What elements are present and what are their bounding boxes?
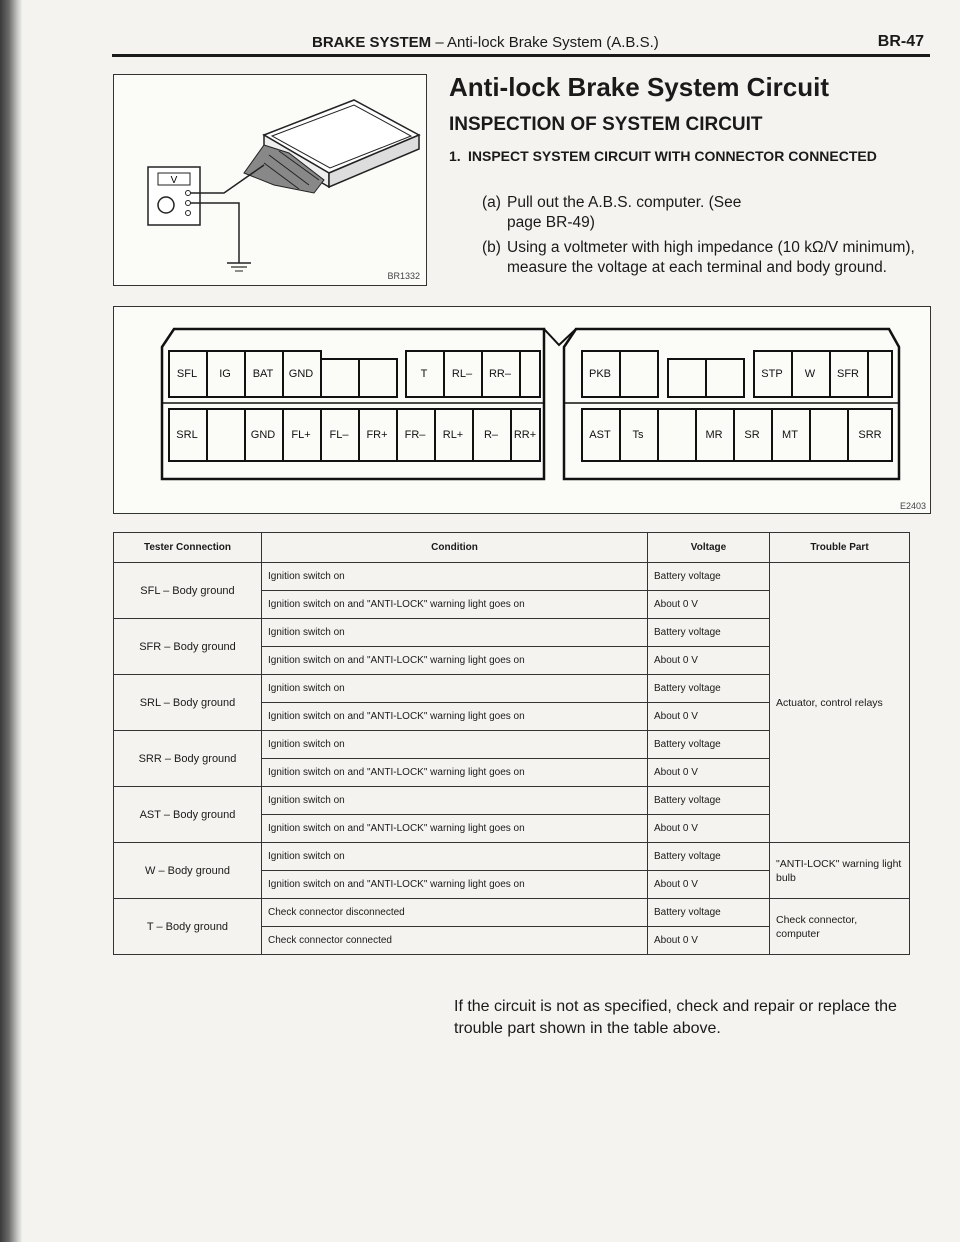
condition: Ignition switch on: [262, 843, 648, 871]
pin-label: SR: [744, 429, 760, 441]
pin-label: FL–: [329, 429, 349, 441]
pin-label: RR–: [488, 368, 511, 380]
binding-edge: [0, 0, 22, 1242]
column-header: Trouble Part: [770, 533, 910, 563]
tester-connection: SFL – Body ground: [114, 563, 262, 619]
pin-label: SFR: [837, 368, 859, 380]
voltage: About 0 V: [648, 927, 770, 955]
voltage: Battery voltage: [648, 787, 770, 815]
tester-connection: T – Body ground: [114, 899, 262, 955]
step-number: 1.: [449, 148, 461, 164]
tester-connection: SRL – Body ground: [114, 675, 262, 731]
pin-label: T: [420, 368, 428, 380]
pin-label: BAT: [252, 368, 274, 380]
figure-code: E2403: [899, 501, 926, 511]
column-header: Tester Connection: [114, 533, 262, 563]
pin-label: GND: [288, 368, 314, 380]
header-subsection: – Anti-lock Brake System (A.B.S.): [431, 34, 659, 51]
connector-outline: [114, 307, 930, 513]
substep-label: (a): [482, 194, 501, 211]
condition: Ignition switch on and "ANTI-LOCK" warning light goes on: [262, 759, 648, 787]
column-header: Condition: [262, 533, 648, 563]
meter-label: V: [170, 175, 178, 186]
condition: Ignition switch on and "ANTI-LOCK" warning light goes on: [262, 703, 648, 731]
pin-label: RR+: [513, 429, 537, 441]
section-heading: INSPECTION OF SYSTEM CIRCUIT: [449, 114, 763, 135]
substep-text: Using a voltmeter with high impedance (10 kΩ/V minimum), measure the voltage at each terminal and body ground.: [507, 239, 915, 276]
condition: Ignition switch on and "ANTI-LOCK" warning light goes on: [262, 871, 648, 899]
voltage: Battery voltage: [648, 843, 770, 871]
voltage: Battery voltage: [648, 675, 770, 703]
trouble-part: Check connector, computer: [770, 899, 910, 955]
condition: Check connector disconnected: [262, 899, 648, 927]
page-title: Anti-lock Brake System Circuit: [449, 72, 830, 102]
condition: Ignition switch on: [262, 787, 648, 815]
table-row: [114, 899, 910, 927]
condition: Ignition switch on and "ANTI-LOCK" warning light goes on: [262, 647, 648, 675]
closing-instruction: If the circuit is not as specified, check and repair or replace the trouble part shown in the table above.: [454, 998, 897, 1037]
tester-connection: SFR – Body ground: [114, 619, 262, 675]
pin-label: SRL: [176, 429, 198, 441]
figure-code: BR1332: [387, 271, 420, 281]
voltmeter-figure: [113, 74, 427, 286]
pin-label: MR: [705, 429, 723, 441]
pin-label: AST: [589, 429, 611, 441]
voltage: About 0 V: [648, 871, 770, 899]
voltage: Battery voltage: [648, 899, 770, 927]
pin-label: FL+: [291, 429, 311, 441]
condition: Ignition switch on and "ANTI-LOCK" warning light goes on: [262, 591, 648, 619]
page-number: BR-47: [877, 33, 924, 50]
header-title: [312, 34, 659, 51]
pin-label: GND: [250, 429, 276, 441]
pin-label: RL–: [451, 368, 473, 380]
voltmeter-illustration: [114, 75, 426, 285]
pin-label: FR–: [404, 429, 426, 441]
substep-text: Pull out the A.B.S. computer. (See page BR-49): [507, 194, 742, 231]
tester-connection: W – Body ground: [114, 843, 262, 899]
condition: Ignition switch on: [262, 675, 648, 703]
condition: Ignition switch on and "ANTI-LOCK" warning light goes on: [262, 815, 648, 843]
table-row: [114, 563, 910, 591]
voltage: Battery voltage: [648, 731, 770, 759]
voltage: Battery voltage: [648, 619, 770, 647]
step-text: INSPECT SYSTEM CIRCUIT WITH CONNECTOR CONNECTED: [468, 148, 877, 164]
tester-connection: SRR – Body ground: [114, 731, 262, 787]
table-header-row: [114, 533, 910, 563]
page-header: [112, 30, 930, 52]
pin-label: SFL: [176, 368, 198, 380]
voltage: About 0 V: [648, 703, 770, 731]
tester-connection: AST – Body ground: [114, 787, 262, 843]
condition: Check connector connected: [262, 927, 648, 955]
substep-label: (b): [482, 239, 501, 256]
pin-label: PKB: [588, 368, 611, 380]
condition: Ignition switch on: [262, 619, 648, 647]
voltage: About 0 V: [648, 759, 770, 787]
pin-label: RL+: [442, 429, 464, 441]
header-rule: [112, 54, 930, 57]
trouble-part: Actuator, control relays: [770, 563, 910, 843]
voltage: About 0 V: [648, 815, 770, 843]
pin-label: Ts: [632, 429, 644, 441]
voltage: About 0 V: [648, 591, 770, 619]
voltage: Battery voltage: [648, 563, 770, 591]
pin-label: MT: [782, 429, 798, 441]
pin-label: FR+: [366, 429, 388, 441]
trouble-part: "ANTI-LOCK" warning light bulb: [770, 843, 910, 899]
column-header: Voltage: [648, 533, 770, 563]
pin-label: W: [804, 368, 816, 380]
pin-label: STP: [761, 368, 783, 380]
pin-label: R–: [483, 429, 499, 441]
pin-label: SRR: [858, 429, 882, 441]
table-row: [114, 843, 910, 871]
connector-diagram: [113, 306, 931, 514]
pin-label: IG: [219, 368, 231, 380]
condition: Ignition switch on: [262, 731, 648, 759]
header-section: BRAKE SYSTEM: [312, 34, 432, 51]
voltage: About 0 V: [648, 647, 770, 675]
condition: Ignition switch on: [262, 563, 648, 591]
spec-table: [113, 532, 910, 955]
